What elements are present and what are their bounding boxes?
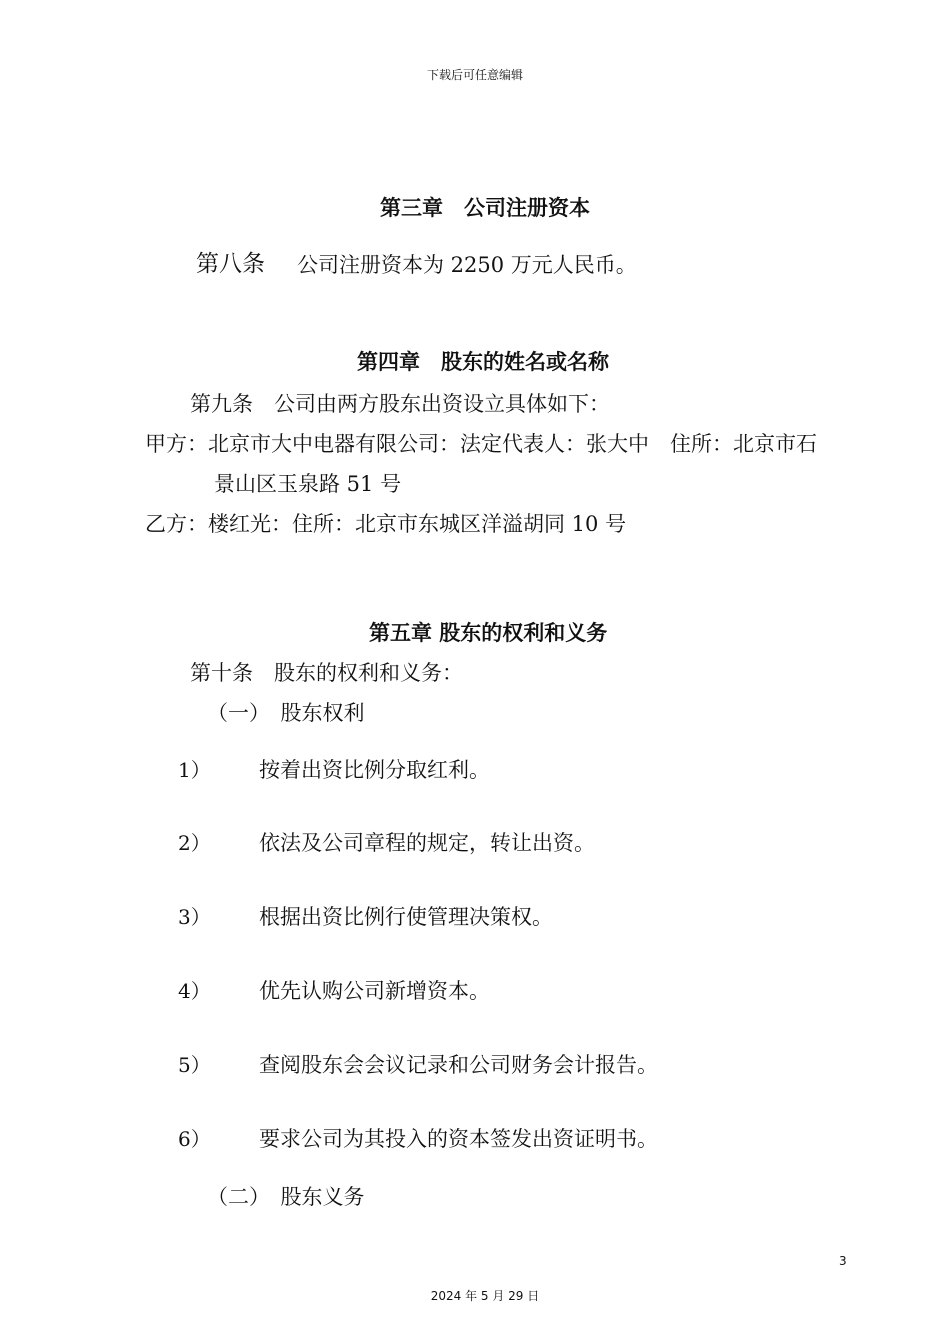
rights-item-text: 查阅股东会会议记录和公司财务会计报告。 [259,1053,658,1077]
rights-item-number: 4） [178,979,211,1003]
rights-item-text: 要求公司为其投入的资本签发出资证明书。 [259,1127,658,1151]
rights-item-number: 1） [178,758,211,782]
chapter-3-title: 第三章 公司注册资本 [380,196,590,220]
party-a-line-2: 景山区玉泉路 51 号 [214,472,402,496]
article-8-text: 公司注册资本为 2250 万元人民币。 [297,253,637,277]
rights-item-text: 依法及公司章程的规定，转让出资。 [259,831,595,855]
article-10-text: 第十条 股东的权利和义务： [190,661,463,685]
rights-item-number: 2） [178,831,211,855]
article-9-text: 第九条 公司由两方股东出资设立具体如下： [190,392,610,416]
obligations-heading: （二） 股东义务 [207,1185,365,1209]
rights-item-number: 5） [178,1053,211,1077]
rights-item-number: 3） [178,905,211,929]
chapter-5-title: 第五章 股东的权利和义务 [369,621,608,645]
header-note: 下载后可任意编辑 [426,68,523,82]
article-8-label: 第八条 [196,251,265,277]
party-a-line-1: 甲方：北京市大中电器有限公司：法定代表人：张大中 住所：北京市石 [145,432,817,456]
party-b-line: 乙方：楼红光：住所：北京市东城区洋溢胡同 10 号 [145,512,627,536]
rights-item-text: 根据出资比例行使管理决策权。 [259,905,553,929]
chapter-4-title: 第四章 股东的姓名或名称 [357,350,609,374]
footer-date: 2024 年 5 月 29 日 [430,1289,540,1303]
rights-heading: （一） 股东权利 [207,701,365,725]
rights-item-number: 6） [178,1127,211,1151]
page-number: 3 [839,1254,847,1268]
rights-item-text: 优先认购公司新增资本。 [259,979,490,1003]
rights-item-text: 按着出资比例分取红利。 [259,758,490,782]
